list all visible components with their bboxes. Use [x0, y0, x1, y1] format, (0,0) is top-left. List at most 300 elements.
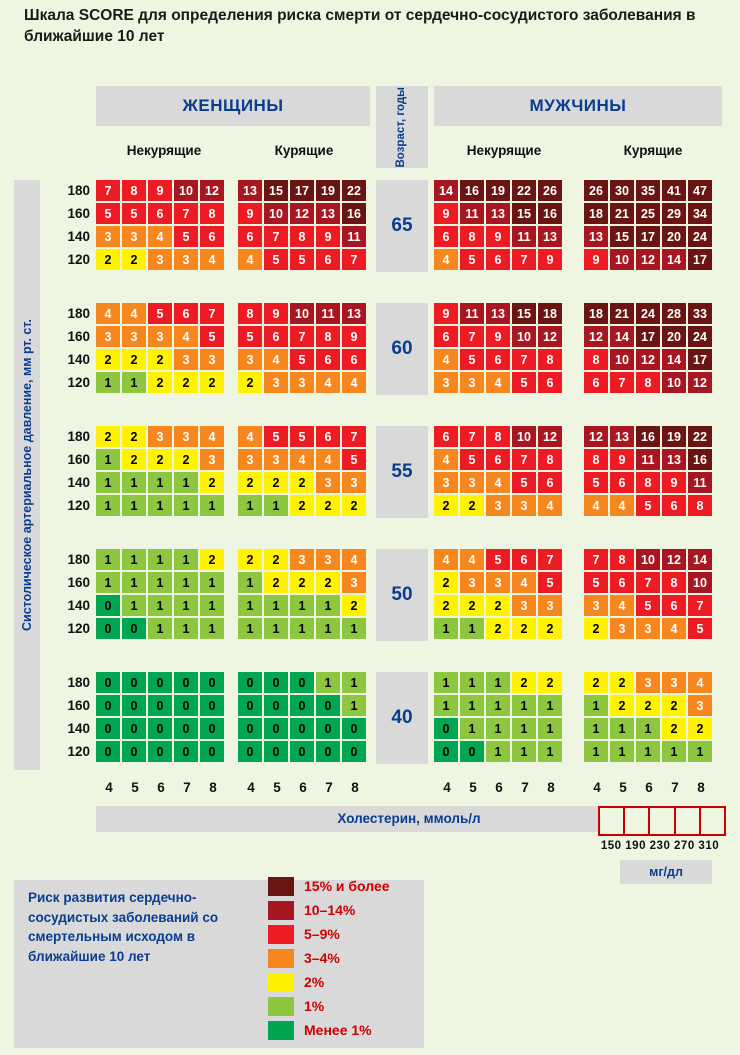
score-cell: 6: [538, 472, 562, 493]
score-cell: 3: [96, 226, 120, 247]
score-cell: 2: [538, 618, 562, 639]
score-cell: 8: [122, 180, 146, 201]
score-cell: 3: [512, 595, 536, 616]
score-cell: 0: [238, 672, 262, 693]
score-cell: 8: [636, 372, 660, 393]
score-cell: 3: [434, 372, 458, 393]
score-row: [238, 695, 368, 718]
score-cell: 10: [512, 326, 536, 347]
score-cell: 1: [200, 495, 224, 516]
score-cell: 9: [238, 203, 262, 224]
score-cell: 12: [538, 426, 562, 447]
score-cell: 8: [636, 472, 660, 493]
score-cell: 2: [148, 449, 172, 470]
score-row: [434, 495, 564, 518]
score-cell: 1: [460, 695, 484, 716]
score-cell: 22: [342, 180, 366, 201]
score-cell: 7: [342, 426, 366, 447]
score-cell: 5: [512, 472, 536, 493]
score-cell: 9: [342, 326, 366, 347]
score-cell: 3: [460, 472, 484, 493]
score-cell: 7: [96, 180, 120, 201]
score-cell: 8: [200, 203, 224, 224]
score-cell: 0: [264, 695, 288, 716]
score-cell: 1: [96, 572, 120, 593]
score-row: [584, 741, 714, 764]
score-cell: 3: [174, 426, 198, 447]
score-cell: 1: [486, 695, 510, 716]
age-cell: 50: [376, 549, 428, 641]
score-cell: 2: [290, 572, 314, 593]
score-cell: 0: [290, 672, 314, 693]
score-row: [238, 495, 368, 518]
legend-swatch: [268, 877, 294, 896]
score-cell: 6: [486, 249, 510, 270]
score-row: [96, 180, 226, 203]
blood-pressure-axis: [14, 180, 40, 770]
score-cell: 4: [264, 349, 288, 370]
score-panel: [96, 549, 226, 641]
score-cell: 2: [434, 595, 458, 616]
score-cell: 0: [174, 741, 198, 762]
subheader-men-smokers: Курящие: [623, 143, 683, 158]
header-women: [96, 86, 370, 126]
subheader-men-nonsmokers: Некурящие: [466, 143, 542, 158]
score-cell: 1: [96, 372, 120, 393]
score-row: [434, 303, 564, 326]
score-cell: 1: [486, 741, 510, 762]
score-cell: 2: [688, 718, 712, 739]
score-cell: 4: [610, 595, 634, 616]
score-cell: 13: [662, 449, 686, 470]
score-row: [584, 672, 714, 695]
score-cell: 5: [636, 495, 660, 516]
legend-label: 3–4%: [304, 950, 340, 966]
cholesterol-tick: 4: [247, 780, 255, 795]
score-cell: 0: [290, 741, 314, 762]
score-cell: 2: [584, 672, 608, 693]
score-cell: 24: [688, 326, 712, 347]
score-panel: [584, 672, 714, 764]
mgdl-tick: [676, 808, 701, 834]
mgdl-tick: [625, 808, 650, 834]
score-cell: 12: [290, 203, 314, 224]
score-cell: 35: [636, 180, 660, 201]
score-row: [434, 595, 564, 618]
score-cell: 5: [584, 472, 608, 493]
score-cell: 10: [290, 303, 314, 324]
score-cell: 0: [342, 718, 366, 739]
score-cell: 17: [688, 249, 712, 270]
score-row: [238, 449, 368, 472]
score-cell: 14: [662, 349, 686, 370]
score-cell: 9: [584, 249, 608, 270]
score-cell: 3: [290, 549, 314, 570]
cholesterol-tick: 6: [645, 780, 653, 795]
score-row: [238, 472, 368, 495]
score-cell: 0: [316, 695, 340, 716]
score-cell: 4: [316, 372, 340, 393]
subheader-women-nonsmokers: Некурящие: [126, 143, 202, 158]
score-cell: 1: [512, 695, 536, 716]
score-cell: 2: [238, 372, 262, 393]
score-cell: 4: [148, 226, 172, 247]
score-row: [96, 303, 226, 326]
score-cell: 1: [148, 595, 172, 616]
score-cell: 13: [486, 303, 510, 324]
cholesterol-tick: 7: [521, 780, 529, 795]
score-cell: 3: [148, 326, 172, 347]
legend-label: Менее 1%: [304, 1022, 372, 1038]
score-row: [238, 226, 368, 249]
score-row: [238, 718, 368, 741]
score-cell: 8: [538, 349, 562, 370]
score-cell: 4: [434, 249, 458, 270]
score-cell: 2: [264, 472, 288, 493]
score-cell: 4: [434, 549, 458, 570]
score-cell: 3: [264, 372, 288, 393]
mgdl-unit-label: мг/дл: [620, 860, 712, 884]
score-row: [238, 618, 368, 641]
score-cell: 1: [316, 618, 340, 639]
score-cell: 1: [460, 672, 484, 693]
score-panel: [96, 672, 226, 764]
score-cell: 16: [636, 426, 660, 447]
score-row: [584, 695, 714, 718]
bp-tick: 180: [67, 183, 90, 198]
score-cell: 5: [174, 226, 198, 247]
score-cell: 5: [460, 249, 484, 270]
score-cell: 0: [290, 718, 314, 739]
score-cell: 4: [238, 249, 262, 270]
score-cell: 3: [584, 595, 608, 616]
bp-tick: 120: [67, 375, 90, 390]
bp-tick: 140: [67, 475, 90, 490]
score-cell: 2: [316, 495, 340, 516]
score-row: [434, 180, 564, 203]
score-panel: [584, 549, 714, 641]
header-women-label: ЖЕНЩИНЫ: [182, 96, 284, 115]
score-cell: 4: [174, 326, 198, 347]
legend-swatch: [268, 1021, 294, 1040]
score-cell: 7: [584, 549, 608, 570]
score-row: [584, 226, 714, 249]
score-cell: 1: [122, 472, 146, 493]
score-cell: 6: [584, 372, 608, 393]
score-cell: 4: [290, 449, 314, 470]
score-cell: 5: [688, 618, 712, 639]
score-cell: 25: [636, 203, 660, 224]
score-row: [434, 472, 564, 495]
score-cell: 0: [264, 741, 288, 762]
bp-tick: 160: [67, 206, 90, 221]
score-row: [434, 695, 564, 718]
score-cell: 1: [148, 549, 172, 570]
score-cell: 0: [148, 672, 172, 693]
score-row: [434, 449, 564, 472]
score-cell: 1: [434, 695, 458, 716]
score-row: [584, 549, 714, 572]
score-cell: 9: [264, 303, 288, 324]
age-cell: 55: [376, 426, 428, 518]
score-cell: 28: [662, 303, 686, 324]
score-cell: 5: [264, 249, 288, 270]
score-cell: 12: [584, 326, 608, 347]
legend-swatch: [268, 973, 294, 992]
score-row: [96, 672, 226, 695]
score-cell: 17: [636, 226, 660, 247]
score-cell: 0: [342, 741, 366, 762]
score-cell: 1: [486, 672, 510, 693]
score-cell: 10: [512, 426, 536, 447]
score-cell: 4: [122, 303, 146, 324]
legend-items: [268, 874, 390, 1042]
score-cell: 6: [316, 426, 340, 447]
score-cell: 2: [342, 595, 366, 616]
header-men: [434, 86, 722, 126]
score-cell: 1: [610, 718, 634, 739]
score-cell: 17: [290, 180, 314, 201]
score-cell: 6: [610, 472, 634, 493]
score-cell: 10: [688, 572, 712, 593]
score-cell: 3: [238, 449, 262, 470]
score-cell: 47: [688, 180, 712, 201]
score-cell: 6: [316, 349, 340, 370]
score-cell: 11: [688, 472, 712, 493]
mgdl-tick: [701, 808, 724, 834]
age-cell: 65: [376, 180, 428, 272]
cholesterol-tick-group: [584, 780, 714, 800]
bp-tick: 180: [67, 675, 90, 690]
score-cell: 4: [342, 372, 366, 393]
cholesterol-tick: 8: [209, 780, 217, 795]
bp-tick-group: [44, 303, 90, 395]
score-row: [96, 226, 226, 249]
score-cell: 2: [174, 449, 198, 470]
score-cell: 3: [688, 695, 712, 716]
score-cell: 0: [316, 741, 340, 762]
score-cell: 2: [122, 249, 146, 270]
page-title: Шкала SCORE для определения риска смерти от сердечно-сосудистого заболевания в ближайшие 10 лет: [24, 7, 696, 45]
score-row: [434, 672, 564, 695]
legend-description: Риск развития сердечно-сосудистых заболеваний со смертельным исходом в ближайшие 10 лет: [28, 890, 219, 964]
score-cell: 7: [460, 326, 484, 347]
score-cell: 1: [538, 741, 562, 762]
score-cell: 4: [96, 303, 120, 324]
score-cell: 2: [200, 372, 224, 393]
score-cell: 5: [290, 426, 314, 447]
legend-swatch: [268, 949, 294, 968]
score-cell: 0: [200, 718, 224, 739]
score-cell: 4: [200, 249, 224, 270]
score-cell: 1: [512, 718, 536, 739]
score-cell: 19: [662, 426, 686, 447]
score-cell: 24: [636, 303, 660, 324]
score-cell: 14: [688, 549, 712, 570]
score-row: [584, 426, 714, 449]
score-cell: 2: [96, 249, 120, 270]
score-cell: 13: [238, 180, 262, 201]
score-panel: [238, 180, 368, 272]
mgdl-scale-box: [598, 806, 726, 836]
legend-item: [268, 1018, 390, 1042]
score-cell: 16: [538, 203, 562, 224]
legend-label: 5–9%: [304, 926, 340, 942]
cholesterol-tick: 6: [157, 780, 165, 795]
score-cell: 5: [538, 572, 562, 593]
score-row: [584, 718, 714, 741]
score-cell: 3: [122, 326, 146, 347]
mgdl-tick: [600, 808, 625, 834]
score-cell: 3: [486, 495, 510, 516]
score-panel: [96, 303, 226, 395]
cholesterol-tick: 5: [469, 780, 477, 795]
score-cell: 1: [316, 595, 340, 616]
score-row: [584, 326, 714, 349]
score-cell: 1: [460, 618, 484, 639]
score-cell: 0: [316, 718, 340, 739]
score-row: [434, 549, 564, 572]
score-cell: 1: [96, 549, 120, 570]
score-cell: 3: [148, 426, 172, 447]
score-row: [434, 572, 564, 595]
score-cell: 6: [148, 203, 172, 224]
score-cell: 18: [538, 303, 562, 324]
score-cell: 2: [200, 472, 224, 493]
score-cell: 7: [512, 349, 536, 370]
score-cell: 7: [636, 572, 660, 593]
cholesterol-tick: 7: [325, 780, 333, 795]
score-cell: 24: [688, 226, 712, 247]
bp-tick: 160: [67, 329, 90, 344]
score-cell: 0: [122, 618, 146, 639]
score-row: [434, 203, 564, 226]
score-cell: 1: [96, 449, 120, 470]
score-panel: [96, 180, 226, 272]
score-cell: 5: [238, 326, 262, 347]
score-cell: 3: [200, 349, 224, 370]
header-men-label: МУЖЧИНЫ: [529, 96, 627, 115]
legend-item: [268, 994, 390, 1018]
score-cell: 1: [264, 595, 288, 616]
score-cell: 2: [342, 495, 366, 516]
score-cell: 5: [486, 549, 510, 570]
score-cell: 3: [264, 449, 288, 470]
score-cell: 1: [342, 618, 366, 639]
score-cell: 6: [486, 349, 510, 370]
score-row: [434, 349, 564, 372]
score-row: [584, 595, 714, 618]
score-cell: 1: [96, 495, 120, 516]
score-row: [434, 326, 564, 349]
score-panel: [434, 303, 564, 395]
score-cell: 3: [316, 472, 340, 493]
score-cell: 9: [148, 180, 172, 201]
score-row: [238, 595, 368, 618]
score-row: [96, 349, 226, 372]
cholesterol-tick: 4: [593, 780, 601, 795]
cholesterol-tick: 5: [131, 780, 139, 795]
score-cell: 12: [636, 349, 660, 370]
header-age: [376, 86, 428, 168]
score-row: [238, 549, 368, 572]
score-cell: 0: [238, 718, 262, 739]
score-cell: 12: [584, 426, 608, 447]
score-row: [434, 741, 564, 764]
score-row: [584, 472, 714, 495]
score-cell: 0: [122, 741, 146, 762]
cholesterol-tick-group: [238, 780, 368, 800]
score-row: [96, 326, 226, 349]
score-cell: 22: [512, 180, 536, 201]
score-row: [96, 472, 226, 495]
score-cell: 8: [290, 226, 314, 247]
score-cell: 1: [584, 718, 608, 739]
score-cell: 1: [200, 572, 224, 593]
score-cell: 0: [148, 741, 172, 762]
score-cell: 1: [174, 495, 198, 516]
score-cell: 13: [610, 426, 634, 447]
score-cell: 13: [538, 226, 562, 247]
cholesterol-tick: 7: [183, 780, 191, 795]
score-cell: 1: [148, 472, 172, 493]
cholesterol-tick: 5: [619, 780, 627, 795]
score-panel: [434, 672, 564, 764]
legend-swatch: [268, 997, 294, 1016]
legend-swatch: [268, 925, 294, 944]
score-cell: 0: [148, 718, 172, 739]
score-cell: 6: [434, 426, 458, 447]
bp-tick: 160: [67, 452, 90, 467]
bp-tick: 140: [67, 352, 90, 367]
score-cell: 7: [512, 249, 536, 270]
score-cell: 1: [584, 741, 608, 762]
score-cell: 7: [200, 303, 224, 324]
score-cell: 5: [200, 326, 224, 347]
score-cell: 26: [584, 180, 608, 201]
score-cell: 16: [688, 449, 712, 470]
score-cell: 4: [486, 372, 510, 393]
score-cell: 41: [662, 180, 686, 201]
score-cell: 3: [486, 572, 510, 593]
score-cell: 0: [290, 695, 314, 716]
score-panel: [434, 180, 564, 272]
score-cell: 6: [662, 495, 686, 516]
header-age-label: Возраст, годы: [395, 86, 408, 168]
score-cell: 1: [610, 741, 634, 762]
score-cell: 3: [122, 226, 146, 247]
score-cell: 0: [434, 741, 458, 762]
bp-tick: 140: [67, 721, 90, 736]
score-cell: 1: [434, 672, 458, 693]
score-cell: 2: [122, 426, 146, 447]
score-cell: 3: [460, 572, 484, 593]
score-row: [434, 249, 564, 272]
score-row: [434, 618, 564, 641]
score-row: [96, 741, 226, 764]
blood-pressure-axis-label: Систолическое артериальное давление, мм рт. ст.: [20, 319, 34, 631]
score-cell: 34: [688, 203, 712, 224]
legend-item: [268, 922, 390, 946]
score-panel: [584, 426, 714, 518]
score-cell: 4: [584, 495, 608, 516]
score-cell: 9: [538, 249, 562, 270]
score-cell: 20: [662, 326, 686, 347]
score-cell: 10: [174, 180, 198, 201]
score-row: [434, 426, 564, 449]
score-cell: 4: [200, 426, 224, 447]
score-cell: 0: [122, 695, 146, 716]
